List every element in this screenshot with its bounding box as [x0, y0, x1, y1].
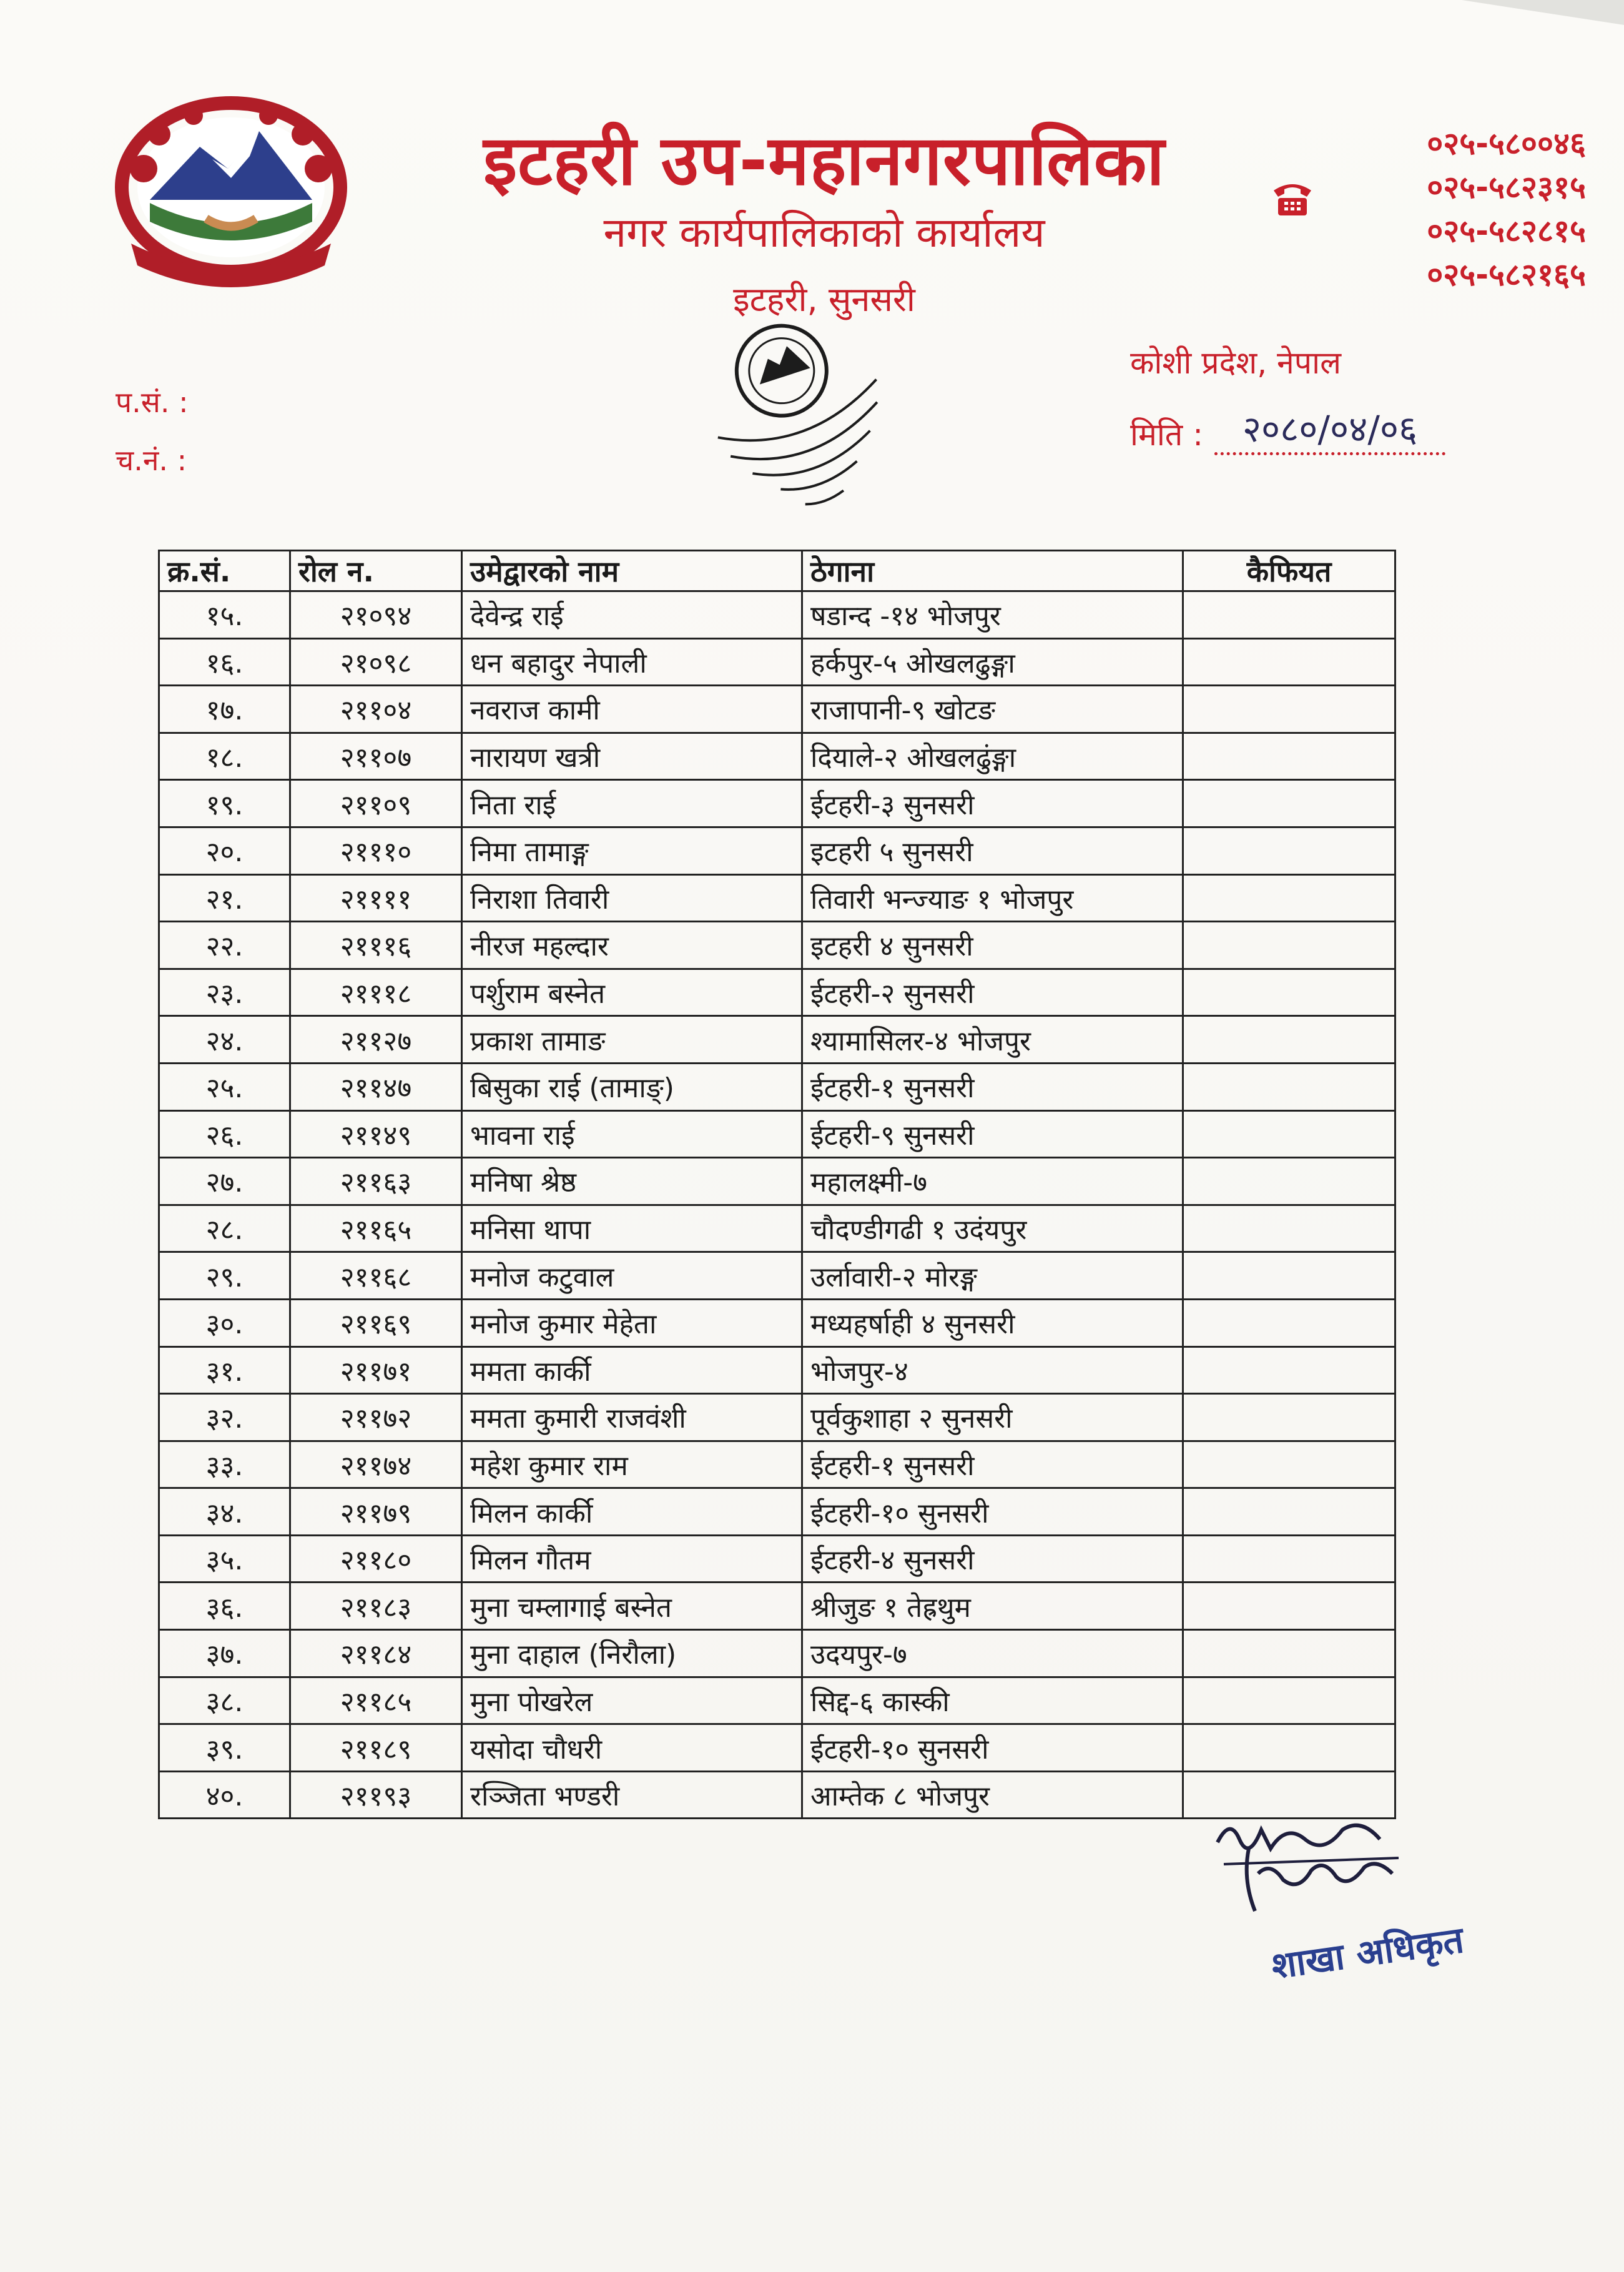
remarks-cell	[1183, 1394, 1395, 1441]
roll-cell: २११२७	[290, 1016, 462, 1064]
address-cell: महालक्ष्मी-७	[802, 1158, 1183, 1205]
name-cell: प्रकाश तामाङ	[462, 1016, 802, 1064]
address-cell: श्यामासिलर-४ भोजपुर	[802, 1016, 1183, 1064]
address-cell: सिद्द-६ कास्की	[802, 1677, 1183, 1724]
table-row	[159, 1441, 1395, 1488]
name-cell: निता राई	[462, 780, 802, 827]
name-cell: भावना राई	[462, 1110, 802, 1158]
remarks-cell	[1183, 1441, 1395, 1488]
table-row	[159, 780, 1395, 827]
remarks-cell	[1183, 1205, 1395, 1252]
serial-cell: ४०.	[159, 1771, 290, 1819]
address-cell: इटहरी ५ सुनसरी	[802, 827, 1183, 874]
table-row	[159, 922, 1395, 969]
roll-cell: २११०४	[290, 686, 462, 733]
roll-cell: २१११६	[290, 922, 462, 969]
address-cell: इटहरी ४ सुनसरी	[802, 922, 1183, 969]
remarks-cell	[1183, 1252, 1395, 1300]
name-cell: निराशा तिवारी	[462, 874, 802, 922]
serial-cell: ३९.	[159, 1724, 290, 1772]
dispatch-number-label: च.नं. :	[116, 443, 187, 477]
serial-cell: ३१.	[159, 1346, 290, 1394]
table-row	[159, 1063, 1395, 1110]
address-cell: तिवारी भन्ज्याङ १ भोजपुर	[802, 874, 1183, 922]
table-row	[159, 1535, 1395, 1583]
name-cell: नवराज कामी	[462, 686, 802, 733]
table-row	[159, 638, 1395, 686]
address-cell: ईटहरी-१ सुनसरी	[802, 1441, 1183, 1488]
remarks-cell	[1183, 1346, 1395, 1394]
address-cell: षडान्द -१४ भोजपुर	[802, 591, 1183, 639]
roll-cell: २११०७	[290, 733, 462, 780]
roll-cell: २११६५	[290, 1205, 462, 1252]
serial-cell: ३८.	[159, 1677, 290, 1724]
roll-cell: २११६९	[290, 1299, 462, 1346]
address-cell: ईटहरी-१० सुनसरी	[802, 1488, 1183, 1536]
serial-cell: २३.	[159, 969, 290, 1016]
table-header-row	[159, 551, 1395, 591]
serial-cell: २०.	[159, 827, 290, 874]
serial-cell: १६.	[159, 638, 290, 686]
remarks-cell	[1183, 1724, 1395, 1772]
name-cell: देवेन्द्र राई	[462, 591, 802, 639]
name-cell: मिलन गौतम	[462, 1535, 802, 1583]
header-roll: रोल न.	[290, 551, 462, 591]
remarks-cell	[1183, 922, 1395, 969]
name-cell: ममता कार्की	[462, 1346, 802, 1394]
name-cell: मिलन कार्की	[462, 1488, 802, 1536]
address-cell: ईटहरी-९ सुनसरी	[802, 1110, 1183, 1158]
address-cell: राजापानी-९ खोटङ	[802, 686, 1183, 733]
roll-cell: २११८०	[290, 1535, 462, 1583]
roll-cell: २११८९	[290, 1724, 462, 1772]
table-row	[159, 1252, 1395, 1300]
serial-cell: २४.	[159, 1016, 290, 1064]
serial-cell: २१.	[159, 874, 290, 922]
serial-cell: १५.	[159, 591, 290, 639]
roll-cell: २११४७	[290, 1063, 462, 1110]
phone-list	[1324, 122, 1586, 297]
header-name: उमेद्वारको नाम	[462, 551, 802, 591]
remarks-cell	[1183, 638, 1395, 686]
table-row	[159, 1346, 1395, 1394]
serial-cell: २५.	[159, 1063, 290, 1110]
table-row	[159, 1016, 1395, 1064]
roll-cell: २११०९	[290, 780, 462, 827]
table-row	[159, 1205, 1395, 1252]
remarks-cell	[1183, 686, 1395, 733]
serial-cell: २६.	[159, 1110, 290, 1158]
address-cell: उदयपुर-७	[802, 1630, 1183, 1677]
name-cell: धन बहादुर नेपाली	[462, 638, 802, 686]
serial-cell: ३७.	[159, 1630, 290, 1677]
address-cell: ईटहरी-३ सुनसरी	[802, 780, 1183, 827]
address-cell: ईटहरी-२ सुनसरी	[802, 969, 1183, 1016]
table-row	[159, 1630, 1395, 1677]
serial-cell: ३४.	[159, 1488, 290, 1536]
province-label: कोशी प्रदेश, नेपाल	[1130, 345, 1341, 381]
address-cell: ईटहरी-१ सुनसरी	[802, 1063, 1183, 1110]
remarks-cell	[1183, 1630, 1395, 1677]
table-row	[159, 1677, 1395, 1724]
remarks-cell	[1183, 1158, 1395, 1205]
office-stamp-icon	[677, 294, 915, 537]
name-cell: मनोज कुमार मेहेता	[462, 1299, 802, 1346]
address-cell: भोजपुर-४	[802, 1346, 1183, 1394]
table-row	[159, 874, 1395, 922]
name-cell: मुना दाहाल (निरौला)	[462, 1630, 802, 1677]
serial-cell: ३६.	[159, 1583, 290, 1630]
name-cell: रञ्जिता भण्डरी	[462, 1771, 802, 1819]
date-value: २०८०/०४/०६	[1214, 403, 1445, 455]
address-cell: उर्लावारी-२ मोरङ्ग	[802, 1252, 1183, 1300]
roll-cell: २११८३	[290, 1583, 462, 1630]
serial-cell: २९.	[159, 1252, 290, 1300]
remarks-cell	[1183, 733, 1395, 780]
name-cell: मनिसा थापा	[462, 1205, 802, 1252]
phone-number: ०२५-५८२३१५	[1427, 169, 1586, 205]
table-row	[159, 827, 1395, 874]
telephone-icon	[1271, 178, 1314, 219]
serial-cell: १९.	[159, 780, 290, 827]
roll-cell: २११७२	[290, 1394, 462, 1441]
office-location: इटहरी, सुनसरी	[733, 280, 915, 319]
table-row	[159, 1299, 1395, 1346]
serial-cell: ३३.	[159, 1441, 290, 1488]
address-cell: मध्यहर्षाही ४ सुनसरी	[802, 1299, 1183, 1346]
serial-cell: ३०.	[159, 1299, 290, 1346]
name-cell: पर्शुराम बस्नेत	[462, 969, 802, 1016]
office-subtitle: नगर कार्यपालिकाको कार्यालय	[603, 209, 1045, 257]
table-row	[159, 591, 1395, 639]
remarks-cell	[1183, 1299, 1395, 1346]
address-cell: चौदण्डीगढी १ उदंयपुर	[802, 1205, 1183, 1252]
name-cell: महेश कुमार राम	[462, 1441, 802, 1488]
table-row	[159, 969, 1395, 1016]
page-corner	[1462, 0, 1624, 25]
table-row	[159, 686, 1395, 733]
remarks-cell	[1183, 1110, 1395, 1158]
serial-cell: २२.	[159, 922, 290, 969]
roll-cell: २११७४	[290, 1441, 462, 1488]
serial-cell: ३५.	[159, 1535, 290, 1583]
address-cell: श्रीजुङ १ तेह्रथुम	[802, 1583, 1183, 1630]
phone-number: ०२५-५८२१६५	[1427, 257, 1586, 293]
header-address: ठेगाना	[802, 551, 1183, 591]
roll-cell: २११४९	[290, 1110, 462, 1158]
address-cell: आम्तेक ८ भोजपुर	[802, 1771, 1183, 1819]
address-cell: ईटहरी-१० सुनसरी	[802, 1724, 1183, 1772]
roll-cell: २१०९४	[290, 591, 462, 639]
roll-cell: २११८५	[290, 1677, 462, 1724]
name-cell: मनिषा श्रेष्ठ	[462, 1158, 802, 1205]
header-remarks: कैफियत	[1183, 551, 1395, 591]
phone-number: ०२५-५८००४६	[1427, 126, 1586, 162]
roll-cell: २१०९८	[290, 638, 462, 686]
serial-cell: १७.	[159, 686, 290, 733]
remarks-cell	[1183, 969, 1395, 1016]
name-cell: मनोज कटुवाल	[462, 1252, 802, 1300]
address-cell: पूर्वकुशाहा २ सुनसरी	[802, 1394, 1183, 1441]
office-title: इटहरी उप-महानगरपालिका	[483, 121, 1165, 200]
table-row	[159, 1724, 1395, 1772]
roll-cell: २११९३	[290, 1771, 462, 1819]
serial-cell: १८.	[159, 733, 290, 780]
name-cell: ममता कुमारी राजवंशी	[462, 1394, 802, 1441]
roll-cell: २१११०	[290, 827, 462, 874]
table-row	[159, 1583, 1395, 1630]
remarks-cell	[1183, 780, 1395, 827]
nepal-emblem-icon	[106, 94, 356, 300]
table-row	[159, 1110, 1395, 1158]
roll-cell: २१११८	[290, 969, 462, 1016]
name-cell: निमा तामाङ्ग	[462, 827, 802, 874]
roll-cell: २११६८	[290, 1252, 462, 1300]
remarks-cell	[1183, 827, 1395, 874]
roll-cell: २११६३	[290, 1158, 462, 1205]
serial-cell: २८.	[159, 1205, 290, 1252]
name-cell: मुना पोखरेल	[462, 1677, 802, 1724]
table-row	[159, 733, 1395, 780]
name-cell: यसोदा चौधरी	[462, 1724, 802, 1772]
table-row	[159, 1394, 1395, 1441]
address-cell: दियाले-२ ओखलढुंङ्गा	[802, 733, 1183, 780]
roll-cell: २११७१	[290, 1346, 462, 1394]
name-cell: मुना चम्लागाई बस्नेत	[462, 1583, 802, 1630]
table-row	[159, 1158, 1395, 1205]
header-serial: क्र.सं.	[159, 551, 290, 591]
roll-cell: २११७९	[290, 1488, 462, 1536]
serial-cell: २७.	[159, 1158, 290, 1205]
serial-cell: ३२.	[159, 1394, 290, 1441]
remarks-cell	[1183, 1583, 1395, 1630]
address-cell: ईटहरी-४ सुनसरी	[802, 1535, 1183, 1583]
reference-number-label: प.सं. :	[116, 385, 189, 419]
remarks-cell	[1183, 1677, 1395, 1724]
remarks-cell	[1183, 874, 1395, 922]
officer-title: शाखा अधिकृत	[1269, 1918, 1467, 1988]
candidate-table	[158, 550, 1396, 1819]
name-cell: नारायण खत्री	[462, 733, 802, 780]
table-row	[159, 1488, 1395, 1536]
remarks-cell	[1183, 1488, 1395, 1536]
roll-cell: २११११	[290, 874, 462, 922]
date-label: मिति :	[1130, 417, 1204, 453]
name-cell: नीरज महल्दार	[462, 922, 802, 969]
remarks-cell	[1183, 591, 1395, 639]
address-cell: हर्कपुर-५ ओखलढुङ्गा	[802, 638, 1183, 686]
name-cell: बिसुका राई (तामाङ्)	[462, 1063, 802, 1110]
phone-number: ०२५-५८२८१५	[1427, 213, 1586, 249]
roll-cell: २११८४	[290, 1630, 462, 1677]
remarks-cell	[1183, 1535, 1395, 1583]
table-row	[159, 1771, 1395, 1819]
remarks-cell	[1183, 1016, 1395, 1064]
remarks-cell	[1183, 1063, 1395, 1110]
